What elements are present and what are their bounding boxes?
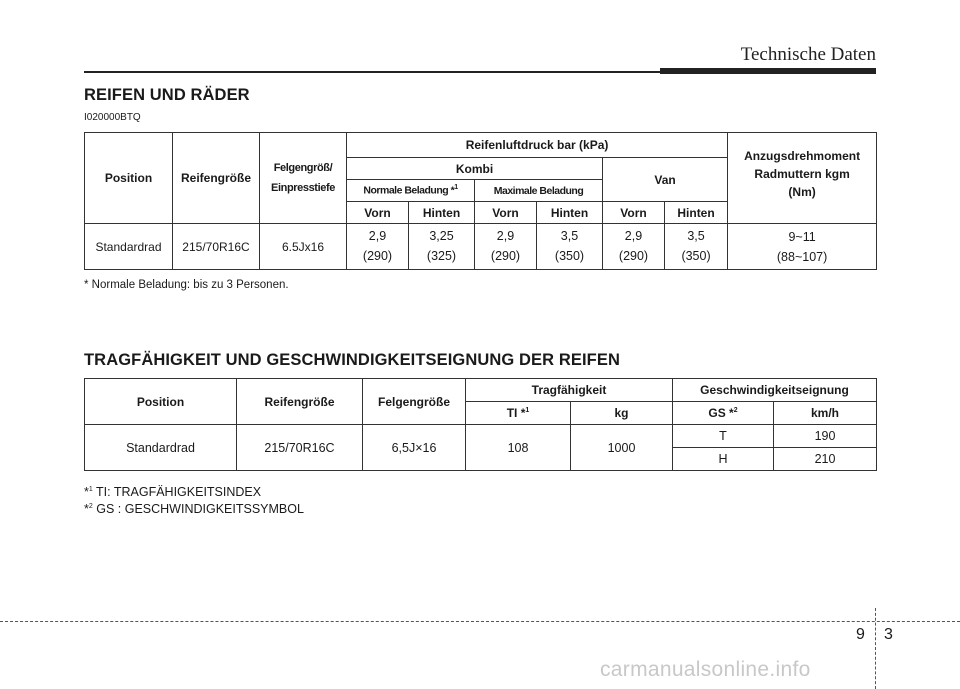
- header-kmh: km/h: [774, 402, 877, 425]
- header-ti: TI *$^1$: [466, 402, 571, 425]
- header-vorn: Vorn: [347, 202, 409, 224]
- header-geschwindigkeitseignung: Geschwindigkeitseignung: [673, 379, 877, 402]
- cell-reifen: 215/70R16C: [237, 425, 363, 471]
- page-number-chapter: 9: [856, 626, 865, 643]
- tire-pressure-table: [84, 132, 877, 270]
- header-anzug-line2: Radmuttern kgm: [754, 167, 850, 181]
- header-luftdruck: Reifenluftdruck bar (kPa): [347, 133, 728, 158]
- table-row: [85, 224, 877, 270]
- header-hinten: Hinten: [665, 202, 728, 224]
- cell-kmh: 210: [774, 448, 877, 471]
- watermark: carmanualsonline.info: [600, 658, 811, 681]
- header-vorn: Vorn: [475, 202, 537, 224]
- section-title-tragfaehigkeit: TRAGFÄHIGKEIT UND GESCHWINDIGKEITSEIGNUNG DER REIFEN: [84, 351, 620, 369]
- header-felge-line1: Felgengröß/: [273, 162, 333, 174]
- header-vorn: Vorn: [603, 202, 665, 224]
- header-rule-thick: [660, 68, 876, 74]
- header-rule-thin: [84, 71, 660, 73]
- footer-divider: [0, 621, 960, 622]
- header-normale-beladung: Normale Beladung *$^1$: [347, 180, 475, 202]
- cell-pressure: 3,25 (325): [409, 224, 475, 270]
- cell-pressure: 2,9 (290): [475, 224, 537, 270]
- footer-page-divider: [875, 608, 876, 689]
- header-position: Position: [85, 133, 173, 224]
- header-felgengroesse: Felgengröße: [363, 379, 466, 425]
- header-maximale-beladung: Maximale Beladung: [475, 180, 603, 202]
- header-felge-line2: Einpresstiefe: [271, 182, 335, 194]
- footnote-beladung: * Normale Beladung: bis zu 3 Personen.: [84, 279, 289, 291]
- section-title-reifen: REIFEN UND RÄDER: [84, 86, 250, 104]
- header-anzug-line1: Anzugsdrehmoment: [744, 149, 861, 163]
- cell-reifen: 215/70R16C: [173, 224, 260, 270]
- cell-pressure: 3,5 (350): [665, 224, 728, 270]
- cell-felge: 6,5J×16: [363, 425, 466, 471]
- header-gs: GS *$^2$: [673, 402, 774, 425]
- header-position: Position: [85, 379, 237, 425]
- header-hinten: Hinten: [537, 202, 603, 224]
- cell-kg: 1000: [571, 425, 673, 471]
- header-hinten: Hinten: [409, 202, 475, 224]
- header-reifengroesse: Reifengröße: [173, 133, 260, 224]
- header-van: Van: [603, 158, 728, 202]
- table-row: [85, 425, 877, 448]
- footnote-ti: *$^1$ TI: TRAGFÄHIGKEITSINDEX: [84, 485, 262, 500]
- cell-gs: T: [673, 425, 774, 448]
- cell-position: Standardrad: [85, 425, 237, 471]
- cell-torque: 9~11 (88~107): [728, 224, 877, 270]
- cell-felge: 6.5Jx16: [260, 224, 347, 270]
- section-code: I020000BTQ: [84, 112, 141, 123]
- page-number-page: 3: [884, 626, 893, 643]
- cell-position: Standardrad: [85, 224, 173, 270]
- cell-ti: 108: [466, 425, 571, 471]
- header-tragfaehigkeit: Tragfähigkeit: [466, 379, 673, 402]
- cell-kmh: 190: [774, 425, 877, 448]
- header-anzugsdrehmoment: [728, 133, 877, 224]
- load-speed-table: [84, 378, 877, 471]
- header-kombi: Kombi: [347, 158, 603, 180]
- cell-pressure: 2,9 (290): [603, 224, 665, 270]
- page-header-title: Technische Daten: [740, 44, 876, 65]
- cell-pressure: 2,9 (290): [347, 224, 409, 270]
- footnote-gs: *$^2$ GS : GESCHWINDIGKEITSSYMBOL: [84, 502, 304, 517]
- header-kg: kg: [571, 402, 673, 425]
- cell-pressure: 3,5 (350): [537, 224, 603, 270]
- header-felgengroesse: [260, 133, 347, 224]
- header-anzug-line3: (Nm): [788, 185, 816, 199]
- cell-gs: H: [673, 448, 774, 471]
- header-reifengroesse: Reifengröße: [237, 379, 363, 425]
